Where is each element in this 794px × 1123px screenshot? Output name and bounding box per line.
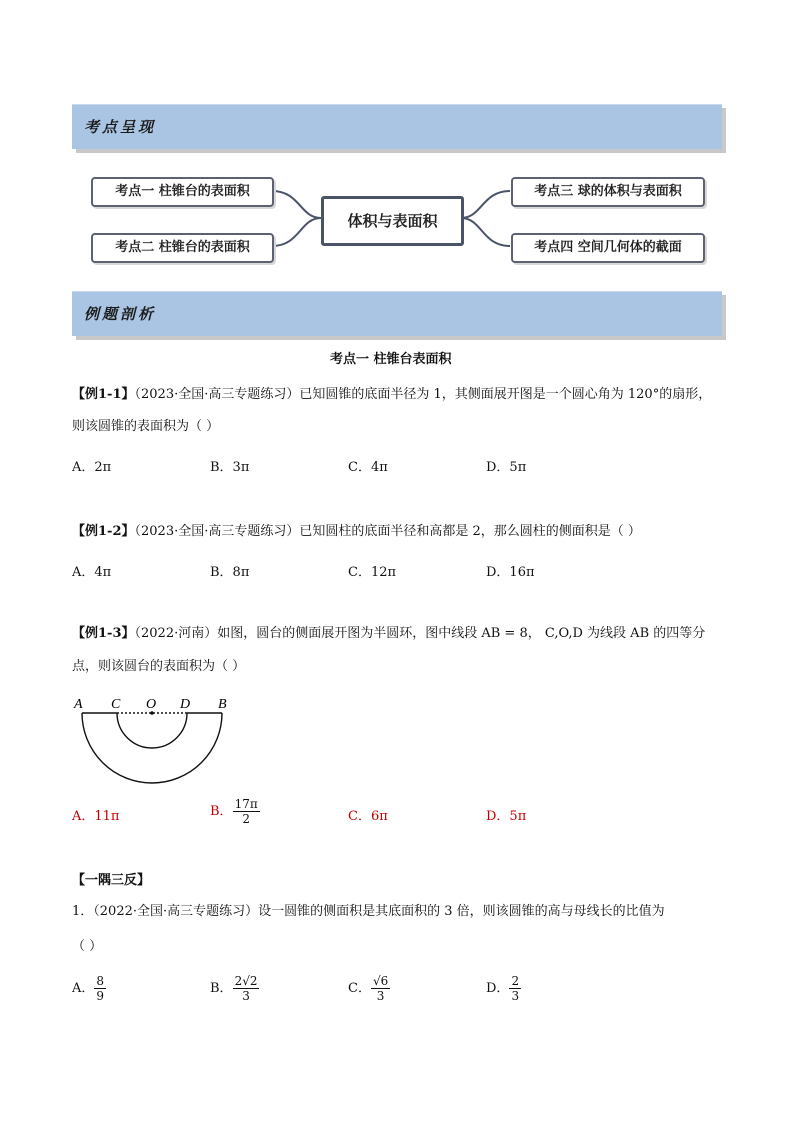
- mindmap-node-left-bottom: 考点二 柱锥台的表面积: [91, 233, 274, 263]
- option-label: C．: [348, 981, 371, 996]
- option-text: D．5π: [486, 809, 527, 824]
- option-label: B．: [210, 804, 233, 819]
- practice-question-1-cont: （ ）: [72, 939, 103, 954]
- example-tag: 【例1-2】: [72, 524, 135, 539]
- fraction-numerator: √6: [372, 974, 389, 988]
- option-d: [486, 805, 526, 824]
- semi-annulus-figure: [70, 693, 240, 793]
- fraction-numerator: 2√2: [234, 974, 258, 988]
- fraction-denominator: 3: [242, 989, 250, 1003]
- example-1-3: [72, 625, 705, 643]
- label-b: B: [218, 697, 227, 712]
- option-label: A．: [72, 981, 95, 996]
- option-d: D．5π: [486, 460, 527, 475]
- section-title: 例题剖析: [84, 305, 157, 323]
- example-tag: 【例1-3】: [72, 626, 135, 641]
- fraction-denominator: 3: [376, 989, 385, 1003]
- option-b: B．8π: [210, 565, 250, 580]
- fraction-numerator: 17π: [234, 797, 258, 811]
- section-banner-liti: [72, 291, 722, 336]
- mindmap-node-left-top: 考点一 柱锥台的表面积: [91, 177, 274, 207]
- option-a: A．2π: [72, 460, 112, 475]
- mindmap-center-node: 体积与表面积: [321, 196, 464, 246]
- example-1-1: [72, 386, 711, 404]
- option-label: D．: [486, 981, 510, 996]
- option-d: D．16π: [486, 565, 535, 580]
- fraction-denominator: 2: [242, 812, 250, 826]
- fraction-numerator: 2: [511, 974, 520, 988]
- option-c: C．12π: [348, 565, 397, 580]
- option-b: [210, 797, 260, 826]
- mindmap-node-right-bottom: 考点四 空间几何体的截面: [511, 233, 705, 263]
- question-text: （2022·河南）如图，圆台的侧面展开图为半圆环，图中线段 AB = 8， C,O,D 为线段 AB 的四等分: [134, 626, 706, 641]
- option-a: [72, 974, 106, 1003]
- mindmap-node-right-top: 考点三 球的体积与表面积: [511, 177, 705, 207]
- option-b: [210, 974, 259, 1003]
- label-c: C: [111, 697, 121, 712]
- option-d: [486, 974, 521, 1003]
- question-text-cont: 点，则该圆台的表面积为（ ）: [72, 659, 246, 674]
- practice-heading: 【一隅三反】: [72, 873, 151, 888]
- fraction-denominator: 9: [96, 989, 105, 1003]
- example-1-2: [72, 523, 641, 541]
- practice-question-1: 1．（2022·全国·高三专题练习）设一圆锥的侧面积是其底面积的 3 倍，则该圆锥的高与母线长的比值为: [72, 904, 665, 919]
- option-b: B．3π: [210, 460, 250, 475]
- subheading: 考点一 柱锥台表面积: [330, 352, 452, 367]
- label-o: O: [146, 697, 157, 712]
- option-text: C．6π: [348, 809, 388, 824]
- section-title: 考点呈现: [84, 118, 157, 136]
- option-c: [348, 974, 390, 1003]
- fraction-denominator: 3: [511, 989, 520, 1003]
- option-label: B．: [210, 981, 233, 996]
- option-c: [348, 805, 388, 824]
- label-d: D: [180, 697, 191, 712]
- example-tag: 【例1-1】: [72, 387, 135, 402]
- label-a: A: [74, 697, 83, 712]
- option-c: C．4π: [348, 460, 388, 475]
- option-a: A．11π: [72, 809, 120, 824]
- question-text: （2023·全国·高三专题练习）已知圆柱的底面半径和高都是 2，那么圆柱的侧面积是（ ）: [134, 524, 641, 539]
- question-text-cont: 则该圆锥的表面积为（ ）: [72, 419, 220, 434]
- option-a: A．4π: [72, 565, 112, 580]
- question-text: （2023·全国·高三专题练习）已知圆锥的底面半径为 1，其侧面展开图是一个圆心角为 120°的扇形，: [134, 387, 712, 402]
- fraction-numerator: 8: [96, 974, 105, 988]
